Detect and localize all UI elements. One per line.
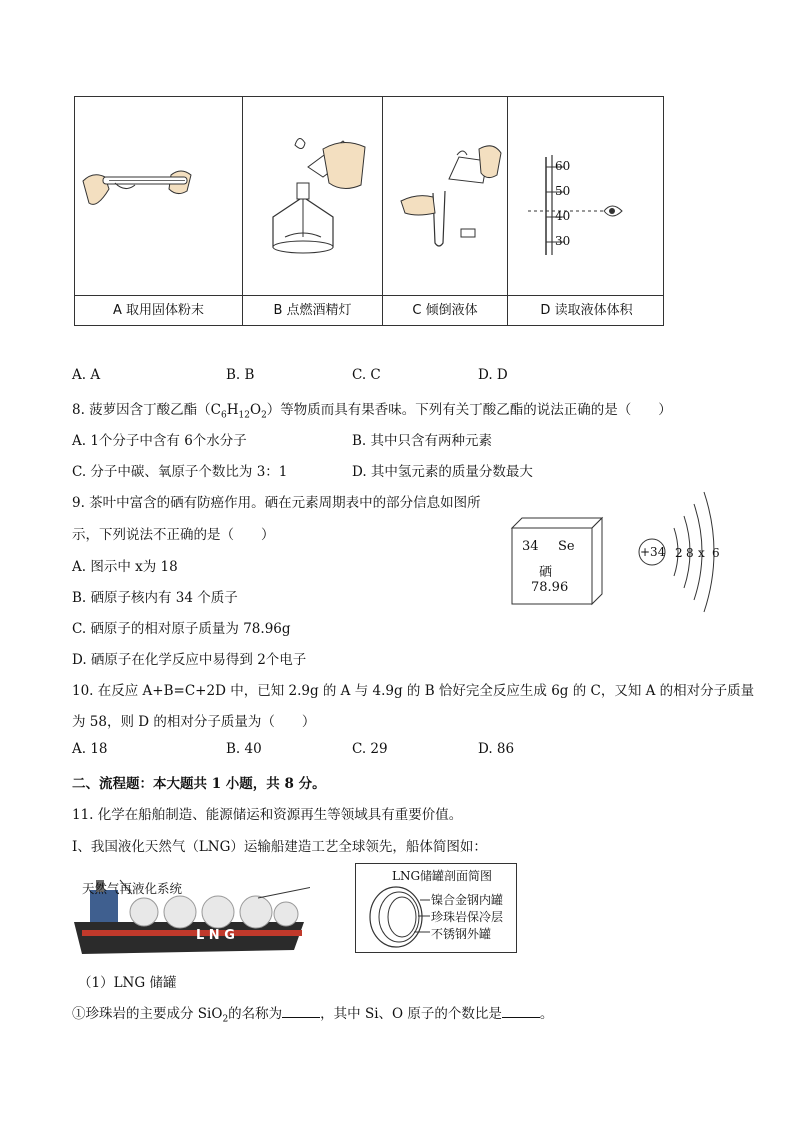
atomic-number: 34 xyxy=(522,539,539,554)
caption-a: A 取用固体粉末 xyxy=(112,303,205,318)
lighting-alcohol-lamp-image xyxy=(243,97,382,295)
option: C. 硒原子的相对原子质量为 78.96g xyxy=(72,621,291,637)
option: C. 29 xyxy=(352,741,388,757)
atomic-mass: 78.96 xyxy=(531,580,569,595)
question-9-stem: 9. 茶叶中富含的硒有防癌作用。硒在元素周期表中的部分信息如图所 xyxy=(72,495,481,511)
section-heading: 二、流程题：本大题共 1 小题，共 8 分。 xyxy=(72,776,326,792)
option: D. D xyxy=(478,367,508,383)
table-divider xyxy=(75,295,663,296)
option: C. C xyxy=(352,367,381,383)
fill-in-question: ①珍珠岩的主要成分 SiO$_2$的名称为 ，其中 Si、O 原子的个数比是 。 xyxy=(72,1006,554,1025)
option: B. B xyxy=(226,367,255,383)
reading-volume-image xyxy=(508,97,665,295)
tank-diagram-title: LNG储罐剖面简图 xyxy=(392,869,493,883)
element-symbol: Se xyxy=(558,539,575,554)
ship-label: 天然气再液化系统 xyxy=(82,881,183,896)
option: D. 其中氢元素的质量分数最大 xyxy=(352,464,533,480)
tank-layer-label: 珍珠岩保冷层 xyxy=(431,910,504,924)
answer-blank[interactable] xyxy=(282,1005,320,1018)
option: D. 86 xyxy=(478,741,515,757)
question-11-part-1: Ⅰ、我国液化天然气（LNG）运输船建造工艺全球领先，船体简图如： xyxy=(72,839,487,855)
sub-question-1: （1）LNG 储罐 xyxy=(78,975,177,991)
tank-layer-label: 不锈钢外罐 xyxy=(431,927,492,941)
question-11-stem: 11. 化学在船舶制造、能源储运和资源再生等领域具有重要价值。 xyxy=(72,807,463,823)
tank-layer-label: 镍合金钢内罐 xyxy=(431,893,504,907)
caption-b: B 点燃酒精灯 xyxy=(273,303,352,318)
scale-tick: 50 xyxy=(555,184,571,198)
option: B. 其中只含有两种元素 xyxy=(352,433,493,449)
option: D. 硒原子在化学反应中易得到 2个电子 xyxy=(72,652,307,668)
scale-tick: 60 xyxy=(555,159,571,173)
electron-shell: 6 xyxy=(712,546,720,560)
question-8-stem: 8. 菠萝因含丁酸乙酯$(C_6H_{12}O_2)$等物质而具有果香味。下列有关丁酸乙酯的说法正确的是（ ） xyxy=(72,402,672,421)
electron-shell: x xyxy=(698,546,705,560)
experiment-table xyxy=(74,96,664,326)
option: A. 18 xyxy=(72,741,108,757)
option: A. 图示中 x为 18 xyxy=(72,559,178,575)
ship-lng-text: L N G xyxy=(196,928,235,943)
caption-d: D 读取液体体积 xyxy=(540,303,633,318)
question-10-stem: 为 58，则 D 的相对分子质量为（ ） xyxy=(72,714,316,730)
option: A. A xyxy=(72,367,101,383)
scale-tick: 40 xyxy=(555,209,571,223)
electron-shell: 2 xyxy=(675,546,683,560)
nucleus-charge: +34 xyxy=(640,545,666,559)
element-name: 硒 xyxy=(539,565,553,580)
option: B. 硒原子核内有 34 个质子 xyxy=(72,590,238,606)
question-10-stem: 10. 在反应 A+B=C+2D 中，已知 2.9g 的 A 与 4.9g 的 B 恰好完全反应生成 6g 的 C，又知 A 的相对分子质量 xyxy=(72,683,755,699)
answer-blank[interactable] xyxy=(502,1005,540,1018)
scale-tick: 30 xyxy=(555,234,571,248)
question-9-stem: 示，下列说法不正确的是（ ） xyxy=(72,527,275,543)
pouring-liquid-image xyxy=(383,97,507,295)
caption-c: C 倾倒液体 xyxy=(412,303,478,318)
option: A. 1个分子中含有 6个水分子 xyxy=(72,433,247,449)
powder-sampling-image xyxy=(75,97,242,295)
option: B. 40 xyxy=(226,741,262,757)
option: C. 分子中碳、氧原子个数比为 3：1 xyxy=(72,464,288,480)
tank-cross-section xyxy=(362,884,432,950)
electron-shell: 8 xyxy=(686,546,694,560)
